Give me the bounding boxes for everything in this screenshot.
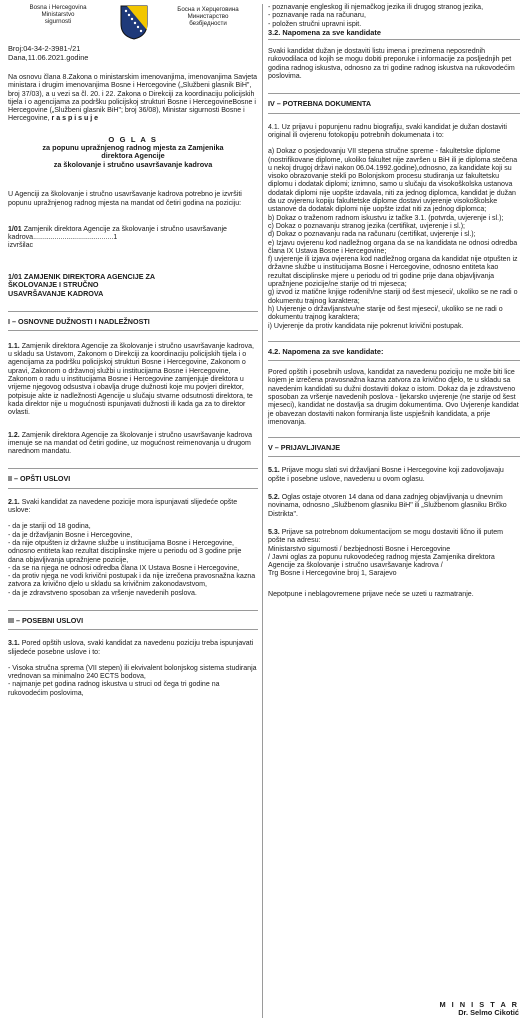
list-item: - da protiv njega ne vodi krivični postupak i da nije izrečena pravosnažna kazna zatvora za krivično djelo u skladu sa krivičnim zakonodavstvom, xyxy=(8,573,256,589)
header-latin xyxy=(8,4,108,25)
paragraph-number: 5.1. xyxy=(268,467,280,475)
section-5-title: V – PRIJAVLJIVANJE xyxy=(268,443,341,453)
section-rule xyxy=(8,468,258,469)
paragraph-number: 5.3. xyxy=(268,528,280,536)
paragraph-number: 5.2. xyxy=(268,494,280,502)
application-paragraph-3 xyxy=(268,529,520,546)
duties-paragraph-2 xyxy=(8,432,258,457)
position-heading-line: 1/01 ZAMJENIK DIREKTORA AGENCIJE ZA xyxy=(8,271,156,281)
paragraph-number: 1.1. xyxy=(8,342,20,350)
list-item: - da nije otpušten iz državne službe u institucijama Bosne i Hercegovine, odnosno entiteta kao rezultat disciplinske mjere u periodu od 3 godine prije dana objavljivanja upražnjene pozicije, xyxy=(8,539,242,564)
note-title-2: 4.2. Napomena za sve kandidate: xyxy=(268,346,384,356)
section-rule xyxy=(268,456,520,457)
section-rule xyxy=(268,360,520,361)
mailing-address xyxy=(268,546,520,579)
position-heading xyxy=(8,273,258,299)
address-line: / Javni oglas za popunu rukovodećeg radnog mjesta Zamjenika direktora Agencije za školovanje i stručno usavršavanje kadrova / xyxy=(268,553,495,570)
documents-list xyxy=(268,148,520,331)
list-item: i) Uvjerenje da protiv kandidata nije pokrenut krivični postupak. xyxy=(268,322,464,330)
subtitle-line: direktora Agencije xyxy=(101,151,165,161)
section-rule xyxy=(8,311,258,312)
section-2-title: II – OPŠTI USLOVI xyxy=(8,474,71,484)
ministry-header xyxy=(8,4,258,42)
note-text-2: Pored opštih i posebnih uslova, kandidat za navedenu poziciju ne može biti lice kojem je izrečena pravosnažna kazna zatvora za krivično djelo, te u skladu sa navedenim kandidati su dužni dostaviti dokaz o istom. Dokaz da je zdravstveno sposoban za vršenje navedenih poslova - ljekarsko uvjerenje (ne starije od šest mjeseci), kandidat ne dostavlja sa drugim dokumentima. Ovo Uvjerenje kandidat je obavezan dostaviti nakon formiranja liste uspješnih kandidata, a prije imenovanja. xyxy=(268,369,519,426)
list-item: - poznavanje engleskog ili njemačkog jezika ili drugog stranog jezika, xyxy=(268,4,484,11)
special-conditions-list xyxy=(8,665,258,698)
paragraph-text: Svaki kandidat za navedene pozicije mora ispunjavati slijedeće opšte uslove: xyxy=(8,498,238,515)
section-rule xyxy=(268,437,520,438)
list-item: - položen stručni upravni ispit. xyxy=(268,20,362,28)
subtitle-line: za popunu upražnjenog radnog mjesta za Zamjenika xyxy=(42,143,224,153)
paragraph-number: 3.1. xyxy=(8,640,20,648)
header-line: безбједности xyxy=(189,20,227,27)
list-item: f) uvjerenje ili izjava ovjerena kod nadležnog organa da kandidat nije otpušten iz državne službe u institucijama Bosne i Hercegovine, odnosno entiteta kao rezultat disciplinske mjere u periodu od tri godine prije dana objavljivanja upražnjene pozicije/ne starije od tri mjeseca; xyxy=(268,256,518,289)
section-rule xyxy=(8,488,258,489)
list-item: - da je državljanin Bosne i Hercegovine, xyxy=(8,531,133,539)
position-heading-line: USAVRŠAVANJE KADROVA xyxy=(8,288,104,298)
list-item: - poznavanje rada na računaru, xyxy=(268,12,366,20)
section-rule xyxy=(268,93,520,94)
paragraph-text: Prijave mogu slati svi državljani Bosne i Hercegovine koji zadovoljavaju opšte i posebne uslove, navedenu u ovom oglasu. xyxy=(268,467,504,483)
position-text: Zamjenik direktora Agencije za školovanje i stručno usavršavanje kadrova.........................................1 xyxy=(8,225,227,242)
list-item: - Visoka stručna sprema (VII stepen) ili ekvivalent bolonjskog sistema studiranja vrednovan sa minimalno 240 ECTS bodova, xyxy=(8,664,257,681)
general-conditions-list xyxy=(8,523,258,598)
special-conditions-list-continued xyxy=(268,4,520,29)
section-3-title: III – POSEBNI USLOVI xyxy=(8,615,84,625)
right-column xyxy=(268,4,520,599)
paragraph-text: Prijave sa potrebnom dokumentacijom se mogu dostaviti lično ili putem pošte na adresu: xyxy=(268,528,504,545)
section-rule xyxy=(8,629,258,630)
list-item: - da je zdravstveno sposoban za vršenje navedenih poslova. xyxy=(8,589,197,597)
paragraph-text: Zamjenik direktora Agencije za školovanje i stručno usavršavanje kadrova, u skladu sa Ustavom, Zakonom o Direkciji za koordinaciju policijskih tijela i o agencijama za podršku policijskoj strukturi Bosne i Hercegovine, Zakonom o upravi, Zakonom o državnoj službi u institucijama Bosne i Hercegovine, Zakonom o radu u institucijama Bosne i Hercegovine zamjenjuje direktora u vrijeme njegovog odsustva i obavlja druge dužnosti koje mu povjeri direktor, potpisuje akte iz nadležnosti Agencije u slučaju stvarne odsutnosti direktora, te kada direktor nije u mogućnosti ispunjavati dužnosti ili kada ga za to direktor ovlasti. xyxy=(8,342,255,417)
legal-basis-text: Na osnovu člana 8.Zakona o ministarskim imenovanjima, imenovanjima Savjeta ministara i drugim imenovanjima Bosne i Hercegovine („Službeni glasnik BiH", broj 37/03), a u vezi sa čl. 20. i 22. Zakona o Direkciji za koordinaciju policijskih tijela i o agencijama za podršku policijskoj strukturi Bosne i HercegovineBosne i Hercegovine („Službeni glasnik BiH"; broj 36/08), Ministar sigurnosti Bosne i Hercegovine, xyxy=(8,74,258,123)
announcement-title: O G L A S xyxy=(108,134,158,144)
list-item: - najmanje pet godina radnog iskustva u struci od čega tri godine na rukovodećim poslovima, xyxy=(8,681,220,697)
list-item: b) Dokaz o traženom radnom iskustvu iz tačke 3.1. (potvrda, uvjerenje i sl.); xyxy=(268,214,504,222)
paragraph-number: 2.1. xyxy=(8,498,20,506)
position-number: 1/01 xyxy=(8,225,22,233)
section-4-title: IV – POTREBNA DOKUMENTA xyxy=(268,99,372,109)
header-line: Bosna i Hercegovina xyxy=(29,4,87,11)
legal-basis xyxy=(8,74,258,124)
note-text: Svaki kandidat dužan je dostaviti listu imena i prezimena neposrednih rukovodilaca od kojih se mogu dobiti preporuke i informacije za posljednjih pet godina radnog iskustva, odnosno za tri godine radnog iskustva na rukovodećim poslovima. xyxy=(268,48,515,81)
list-item: a) Dokaz o posjedovanju VII stepena stručne spreme - fakultetske diplome (nostrifikovane diplome, ukoliko fakultet nije završen u BiH ili je diploma stečena u nekoj drugoj državi nakon 06.04.1992.godine),odnosno, za kandidate koji su visoko obrazovanje stekli po Bolonjskom procesu studiranja uz fakultetsku diplomu i dodatak diplomi; iznimno, samo u slučaju da visokoškolska ustanova dodatak diplomi nije uopšte izdavala, niti za jednog diplomca, kandidat je dužan da uz ovjerenu kopiju fakultetske diplome dostavi uvjerenje visokoškolske ustanove da dodatak diplomi nije uopšte izdat niti za jednog diplomca; xyxy=(268,148,518,214)
column-divider xyxy=(262,4,263,1018)
header-cyrillic xyxy=(160,6,256,27)
address-line: Ministarstvo sigurnosti / bezbjednosti Bosne i Hercegovine xyxy=(268,545,451,553)
list-item: g) izvod iz matične knjige rođenih/ne stariji od šest mjeseci/, ukoliko se ne radi o dokumentu trajnog karaktera; xyxy=(268,289,518,305)
closing-note: Nepotpune i neblagovremene prijave neće se uzeti u razmatranje. xyxy=(268,590,474,598)
list-item: c) Dokaz o poznavanju stranog jezika (certifikat, uvjerenje i sl.); xyxy=(268,222,466,230)
purpose-text: U Agenciji za školovanje i stručno usavršavanje kadrova potrebno je izvršiti popunu upražnjenog radnog mjesta na mandat od četiri godina na poziciju: xyxy=(8,191,242,207)
signature-block xyxy=(439,1001,519,1018)
documents-intro: 4.1. Uz prijavu i popunjenu radnu biografiju, svaki kandidat je dužan dostaviti original ili ovjerenu fotokopiju potrebnih dokumenata i to: xyxy=(268,123,507,139)
special-conditions-intro xyxy=(8,640,258,657)
application-paragraph-2 xyxy=(268,494,520,519)
duties-paragraph-1 xyxy=(8,343,258,418)
note-title: 3.2. Napomena za sve kandidate xyxy=(268,27,381,37)
list-item: h) Uvjerenje o državljanstvu/ne starije od šest mjeseci/, ukoliko se ne radi o dokumentu trajnog karaktera; xyxy=(268,305,503,322)
reference-number: Broj:04-34-2-3981-/21 xyxy=(8,44,81,53)
header-line: Ministarstvo xyxy=(41,11,75,18)
document-meta xyxy=(8,44,258,62)
header-line: Министарство xyxy=(187,13,229,20)
subtitle-line: za školovanje i stručno usavršavanje kadrova xyxy=(53,159,213,169)
signatory-role: M I N I S T A R xyxy=(439,999,519,1009)
position-heading-line: ŠKOLOVANJE I STRUČNO xyxy=(8,280,99,290)
section-rule xyxy=(8,610,258,611)
signatory-name: Dr. Selmo Cikotić xyxy=(458,1008,519,1018)
address-line: Trg Bosne i Hercegovine broj 1, Sarajevo xyxy=(268,570,397,578)
header-line: Босна и Херцеговина xyxy=(177,6,239,13)
list-item: e) Izjavu ovjerenu kod nadležnog organa da se na kandidata ne odnosi odredba člana IX Ustava Bosne i Hercegovine; xyxy=(268,239,518,255)
position-role: izvršilac xyxy=(8,242,34,250)
announcement-subtitle xyxy=(8,144,258,169)
position-entry xyxy=(8,226,258,251)
left-column xyxy=(8,4,258,698)
paragraph-number: 1.2. xyxy=(8,431,20,439)
section-rule xyxy=(268,341,520,342)
paragraph-text: Pored opštih uslova, svaki kandidat za navedenu poziciju treba ispunjavati slijedeće posebne uslove i to: xyxy=(8,640,254,656)
paragraph-text: Zamjenik direktora Agencije za školovanje i stručno usavršavanje kadrova imenuje se na mandat od četiri godine, uz mogućnost reimenovanja u drugom narednom mandatu. xyxy=(8,431,253,456)
section-rule xyxy=(268,39,520,40)
action-word: r a s p i s u j e xyxy=(51,115,99,123)
coat-of-arms-icon xyxy=(119,4,149,40)
paragraph-text: Oglas ostaje otvoren 14 dana od dana zadnjeg objavljivanja u dnevnim novinama, odnosno „Službenom glasniku BiH" ili „Službenom glasniku Brčko Distrikta". xyxy=(268,494,507,518)
section-rule xyxy=(268,113,520,114)
list-item: - da je stariji od 18 godina, xyxy=(8,523,91,531)
document-date: Dana,11.06.2021.godine xyxy=(8,53,89,62)
list-item: - da se na njega ne odnosi odredba člana IX Ustava Bosne i Hercegovine, xyxy=(8,564,240,572)
application-paragraph-1 xyxy=(268,467,520,484)
section-1-title: I – OSNOVNE DUŽNOSTI I NADLEŽNOSTI xyxy=(8,316,150,326)
header-line: sigurnosti xyxy=(44,18,72,25)
list-item: d) Dokaz o poznavanju rada na računaru (certifikat, uvjerenje i sl.); xyxy=(268,231,476,239)
general-conditions-intro xyxy=(8,499,258,516)
section-rule xyxy=(8,330,258,331)
